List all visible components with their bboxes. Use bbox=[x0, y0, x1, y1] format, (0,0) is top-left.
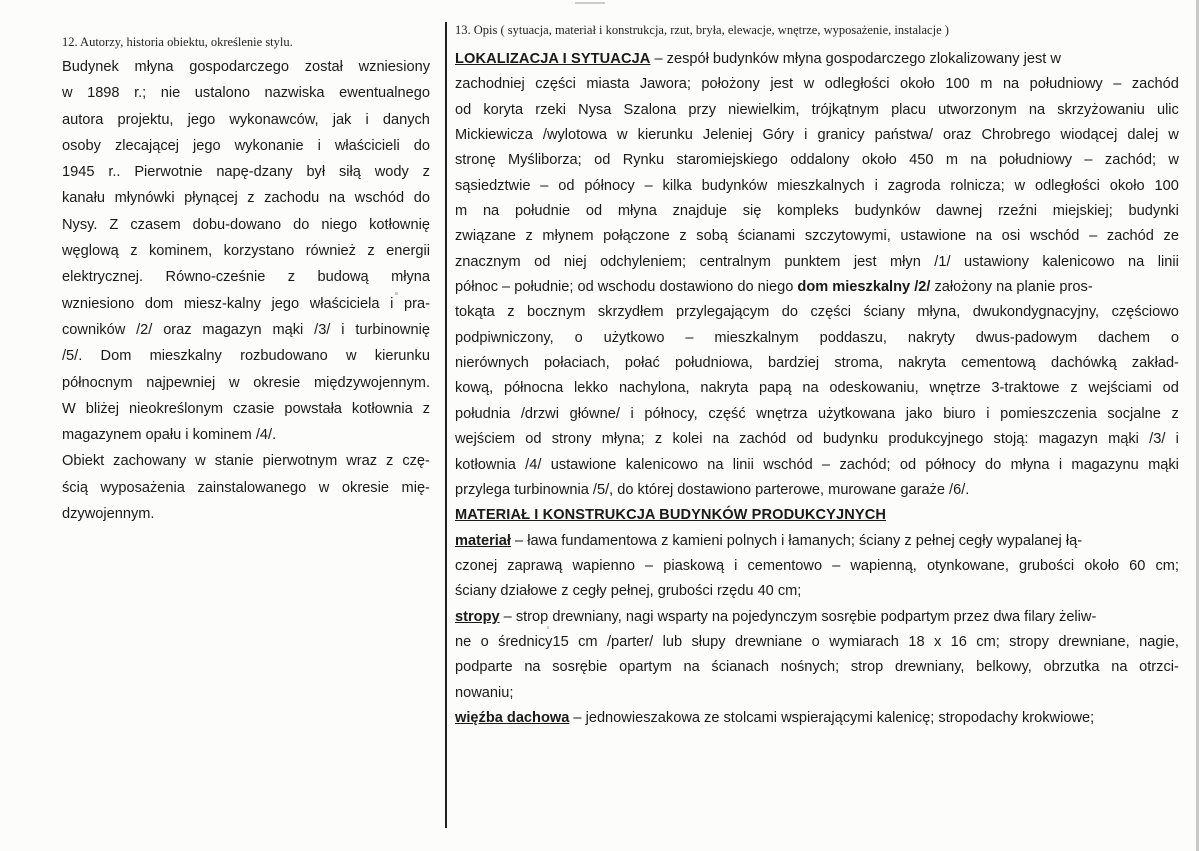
text-line: elektrycznej. Równo-cześnie z budową młyna bbox=[62, 269, 430, 286]
text-line: m na południe od młyna znajduje się kompleks budynków dawnej rzeźni miejskiej; budynki bbox=[455, 203, 1179, 220]
scan-speck bbox=[575, 2, 605, 4]
text-line: nowaniu; bbox=[455, 684, 514, 701]
text-line: Obiekt zachowany w stanie pierwotnym wraz z czę- bbox=[62, 453, 430, 470]
text-line: magazynem opału i kominem /4/. bbox=[62, 427, 277, 444]
text-line: ścią wyposażenia zainstalowanego w okresie mię- bbox=[62, 479, 430, 496]
text-line: związane z młynem połączone z sobą ścianami szczytowymi, ustawione na osi wschód – zachód ze bbox=[455, 228, 1179, 245]
location-text bbox=[455, 72, 1179, 275]
text-line: ściany działowe z cegły pełnej, grubości rzędu 40 cm; bbox=[455, 583, 802, 600]
location-text-continued bbox=[455, 300, 1179, 503]
text-line: wzniesiono dom miesz-kalny jego właściciela i pra- bbox=[62, 295, 430, 312]
text-line: nierównych połaciach, połać południowa, bardziej stroma, nakryta cementową dachówką zakład- bbox=[455, 355, 1179, 372]
material-section-title-line bbox=[455, 503, 1179, 528]
location-title-line bbox=[455, 47, 1179, 72]
stropy-line bbox=[455, 605, 1179, 630]
text-line: autora projektu, jego wykonawców, jak i danych bbox=[62, 111, 430, 128]
text-line: sąsiedztwie – od północy – kilka budynków mieszkalnych i zagroda rolnicza; w odległości około 100 bbox=[455, 177, 1179, 194]
text-line: od koryta rzeki Nysa Szalona przy niewielkim, trójkątnym placu utworzonym na skrzyżowaniu ulic bbox=[455, 101, 1179, 118]
text-line: czonej zaprawą wapienno – piaskową i cementowo – wapienną, otynkowane, grubości około 60 cm; bbox=[455, 557, 1179, 574]
wiezba-label: więźba dachowa bbox=[455, 709, 570, 726]
text-line: Mickiewicza /wylotowa w kierunku Jeleniej Góry i granicy państwa/ oraz Chrobrego wiodącej dalej w bbox=[455, 127, 1179, 144]
text-line: znacznym od niej odchyleniem; centralnym punktem jest młyn /1/ ustawiony kalenicowo na linii bbox=[455, 253, 1179, 270]
history-column bbox=[62, 34, 430, 527]
text-line: tokąta z bocznym skrzydłem przylegającym do części ściany młyna, dwukondygnacyjny, częściowo bbox=[455, 304, 1179, 321]
text-line: 1945 r.. Pierwotnie napę-dzany był siłą wody z bbox=[62, 164, 430, 181]
text-line: podpiwniczony, o użytkowo – mieszkalnym poddaszu, nakryty dwus-padowym dachem o bbox=[455, 329, 1179, 346]
text-line: wejściem od strony młyna; z kolei na zachód od budynku produkcyjnego stoją: magazyn mąki /3/ i bbox=[455, 431, 1179, 448]
text-line: /5/. Dom mieszkalny rozbudowano w kierunku bbox=[62, 348, 430, 365]
stropy-label: stropy bbox=[455, 608, 500, 625]
stropy-text: – strop drewniany, nagi wsparty na pojedynczym sosrębie podpartym przez dwa filary żeliw- bbox=[499, 608, 1097, 625]
location-text-part: północ – południe; od wschodu dostawiono do niego bbox=[455, 279, 798, 296]
text-line: Budynek młyna gospodarczego został wzniesiony bbox=[62, 59, 430, 75]
text-line: kową, północna lekko nachylona, nakryta papą na odeskowaniu, wnętrze 3-traktowe z wejściami od bbox=[455, 380, 1179, 397]
text-line: ne o średnicy15 cm /parter/ lub słupy drewniane o wymiarach 18 x 16 cm; stropy drewniane, nagie, bbox=[455, 633, 1179, 650]
text-line: południa /drzwi główne/ i północy, część wnętrza użytkowana jako biuro i pomieszczenia socjalne z bbox=[455, 405, 1179, 422]
history-text bbox=[62, 54, 430, 527]
text-line: cowników /2/ oraz magazyn mąki /3/ i turbinownię bbox=[62, 321, 430, 338]
text-line: zachodniej części miasta Jawora; położony jest w odległości około 100 m na południowy – zachód bbox=[455, 76, 1179, 93]
material-line bbox=[455, 529, 1179, 554]
text-line: przylega turbinownia /5/, do której dostawiono parterowe, murowane garaże /6/. bbox=[455, 481, 970, 498]
text-line: kotłownia /4/ ustawione kalenicowo na linii wschód – zachód; od północy do młyna i magazynu mąki bbox=[455, 456, 1179, 473]
material-text-continued bbox=[455, 554, 1179, 605]
material-label: materiał bbox=[455, 532, 511, 549]
text-line: stronę Myśliborza; od Rynku staromiejskiego oddalony około 450 m na południowy – zachód; w bbox=[455, 152, 1179, 169]
description-column bbox=[455, 22, 1179, 731]
dom-mieszkalny-label: dom mieszkalny /2/ bbox=[797, 279, 931, 296]
location-section-title: LOKALIZACJA I SYTUACJA bbox=[455, 51, 651, 67]
text-line: dzywojennym. bbox=[62, 506, 155, 523]
text-line: podparte na sosrębie opartym na ścianach nośnych; strop drewniany, belkowy, obrzutka na otrzci- bbox=[455, 659, 1179, 676]
material-text: – ława fundamentowa z kamieni polnych i łamanych; ściany z pełnej cegły wypalanej łą- bbox=[510, 532, 1083, 549]
text-line: Nysy. Z czasem dobu-dowano do niego kotłownię bbox=[62, 216, 430, 233]
location-intro-text: – zespół budynków młyna gospodarczego zlokalizowany jest w bbox=[650, 51, 1061, 67]
text-line: W bliżej nieokreślonym czasie powstała kotłownia z bbox=[62, 400, 430, 417]
text-line: północnym najpewniej w okresie międzywojennym. bbox=[62, 374, 430, 391]
location-line-dom bbox=[455, 275, 1179, 300]
text-line: węglową z kominem, korzystano również z energii bbox=[62, 243, 430, 260]
section-12-heading: 12. Autorzy, historia obiektu, określenie stylu. bbox=[62, 35, 293, 49]
location-text-part: założony na planie pros- bbox=[930, 279, 1093, 296]
text-line: w 1898 r.; nie ustalono nazwiska ewentualnego bbox=[62, 85, 430, 102]
wiezba-line bbox=[455, 706, 1179, 731]
stropy-text-continued bbox=[455, 630, 1179, 706]
column-divider bbox=[445, 22, 447, 828]
wiezba-text: – jednowieszakowa ze stolcami wspierającymi kalenicę; stropodachy krokwiowe; bbox=[569, 709, 1095, 726]
text-line: kanału młynówki płynącej z zachodu na wschód do bbox=[62, 190, 430, 207]
text-line: osoby zlecającej jego wykonanie i właścicieli do bbox=[62, 137, 430, 154]
description-text bbox=[455, 47, 1179, 731]
section-13-heading: 13. Opis ( sytuacja, materiał i konstrukcja, rzut, bryła, elewacje, wnętrze, wyposażenie, instalacje ) bbox=[455, 23, 949, 37]
material-section-title: MATERIAŁ I KONSTRUKCJA BUDYNKÓW PRODUKCYJNYCH bbox=[455, 507, 886, 524]
